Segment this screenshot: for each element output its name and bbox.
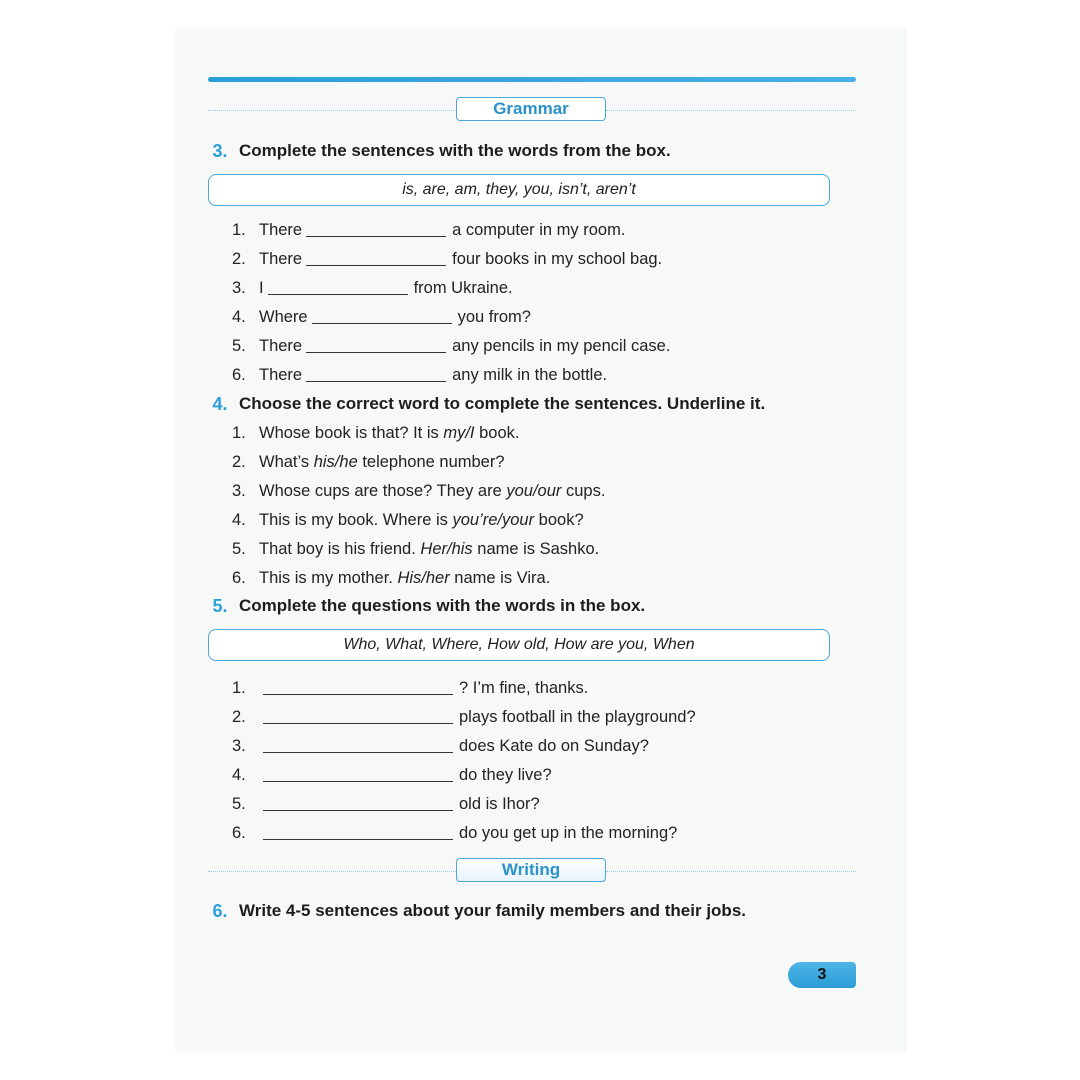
answer-blank[interactable] (263, 838, 453, 840)
word-choice[interactable]: his/he (313, 453, 358, 471)
answer-blank[interactable] (306, 351, 446, 353)
list-item: 3. Whose cups are those? They are you/our cups. (232, 482, 606, 500)
list-item: 3. does Kate do on Sunday? (232, 737, 649, 755)
exercise-number: 4. (212, 393, 228, 414)
list-item: 4. do they live? (232, 766, 552, 784)
section-title: Writing (456, 858, 606, 882)
word-choice[interactable]: my/I (443, 424, 475, 442)
dotted-rule (606, 110, 856, 111)
word-box: Who, What, Where, How old, How are you, When (208, 629, 830, 661)
answer-blank[interactable] (263, 722, 453, 724)
top-accent-bar (208, 77, 856, 82)
answer-blank[interactable] (268, 293, 408, 295)
list-item: 5. old is Ihor? (232, 795, 540, 813)
exercise-number: 3. (212, 140, 228, 161)
list-item: 2. plays football in the playground? (232, 708, 696, 726)
list-item: 3. I from Ukraine. (232, 279, 513, 297)
exercise-3-title (208, 140, 858, 162)
list-item: 6. do you get up in the morning? (232, 824, 678, 842)
word-choice[interactable]: you’re/your (452, 511, 535, 529)
dotted-rule (208, 110, 456, 111)
section-title: Grammar (456, 97, 606, 121)
exercise-instruction: Complete the questions with the words in the box. (239, 596, 646, 615)
answer-blank[interactable] (263, 780, 453, 782)
exercise-instruction: Choose the correct word to complete the sentences. Underline it. (239, 394, 766, 413)
exercise-4-list (232, 419, 605, 593)
page-number: 3 (788, 962, 856, 988)
writing-section-header (208, 858, 858, 886)
answer-blank[interactable] (306, 235, 446, 237)
grammar-section-header (208, 97, 858, 125)
answer-blank[interactable] (312, 322, 452, 324)
exercise-5-list (232, 674, 696, 848)
word-choice[interactable]: you/our (506, 482, 562, 500)
list-item: 4. This is my book. Where is you’re/your book? (232, 511, 584, 529)
list-item: 2. What’s his/he telephone number? (232, 453, 505, 471)
list-item: 1. ? I’m fine, thanks. (232, 679, 589, 697)
dotted-rule (606, 871, 856, 872)
exercise-instruction: Write 4-5 sentences about your family members and their jobs. (239, 901, 746, 920)
page-content (208, 0, 858, 1080)
list-item: 5. That boy is his friend. Her/his name is Sashko. (232, 540, 600, 558)
list-item: 6. There any milk in the bottle. (232, 366, 608, 384)
dotted-rule (208, 871, 456, 872)
answer-blank[interactable] (263, 809, 453, 811)
answer-blank[interactable] (263, 751, 453, 753)
list-item: 1. Whose book is that? It is my/I book. (232, 424, 520, 442)
exercise-3-list (232, 216, 670, 390)
exercise-number: 6. (212, 900, 228, 921)
word-choice[interactable]: His/her (397, 569, 450, 587)
exercise-instruction: Complete the sentences with the words from the box. (239, 141, 671, 160)
exercise-number: 5. (212, 595, 228, 616)
answer-blank[interactable] (306, 380, 446, 382)
list-item: 5. There any pencils in my pencil case. (232, 337, 671, 355)
exercise-6-title (208, 900, 858, 922)
list-item: 2. There four books in my school bag. (232, 250, 663, 268)
answer-blank[interactable] (263, 693, 453, 695)
answer-blank[interactable] (306, 264, 446, 266)
exercise-4-title (208, 393, 858, 415)
list-item: 1. There a computer in my room. (232, 221, 626, 239)
exercise-5-title (208, 595, 858, 617)
list-item: 4. Where you from? (232, 308, 531, 326)
word-choice[interactable]: Her/his (420, 540, 473, 558)
word-box: is, are, am, they, you, isn’t, aren’t (208, 174, 830, 206)
list-item: 6. This is my mother. His/her name is Vira. (232, 569, 551, 587)
